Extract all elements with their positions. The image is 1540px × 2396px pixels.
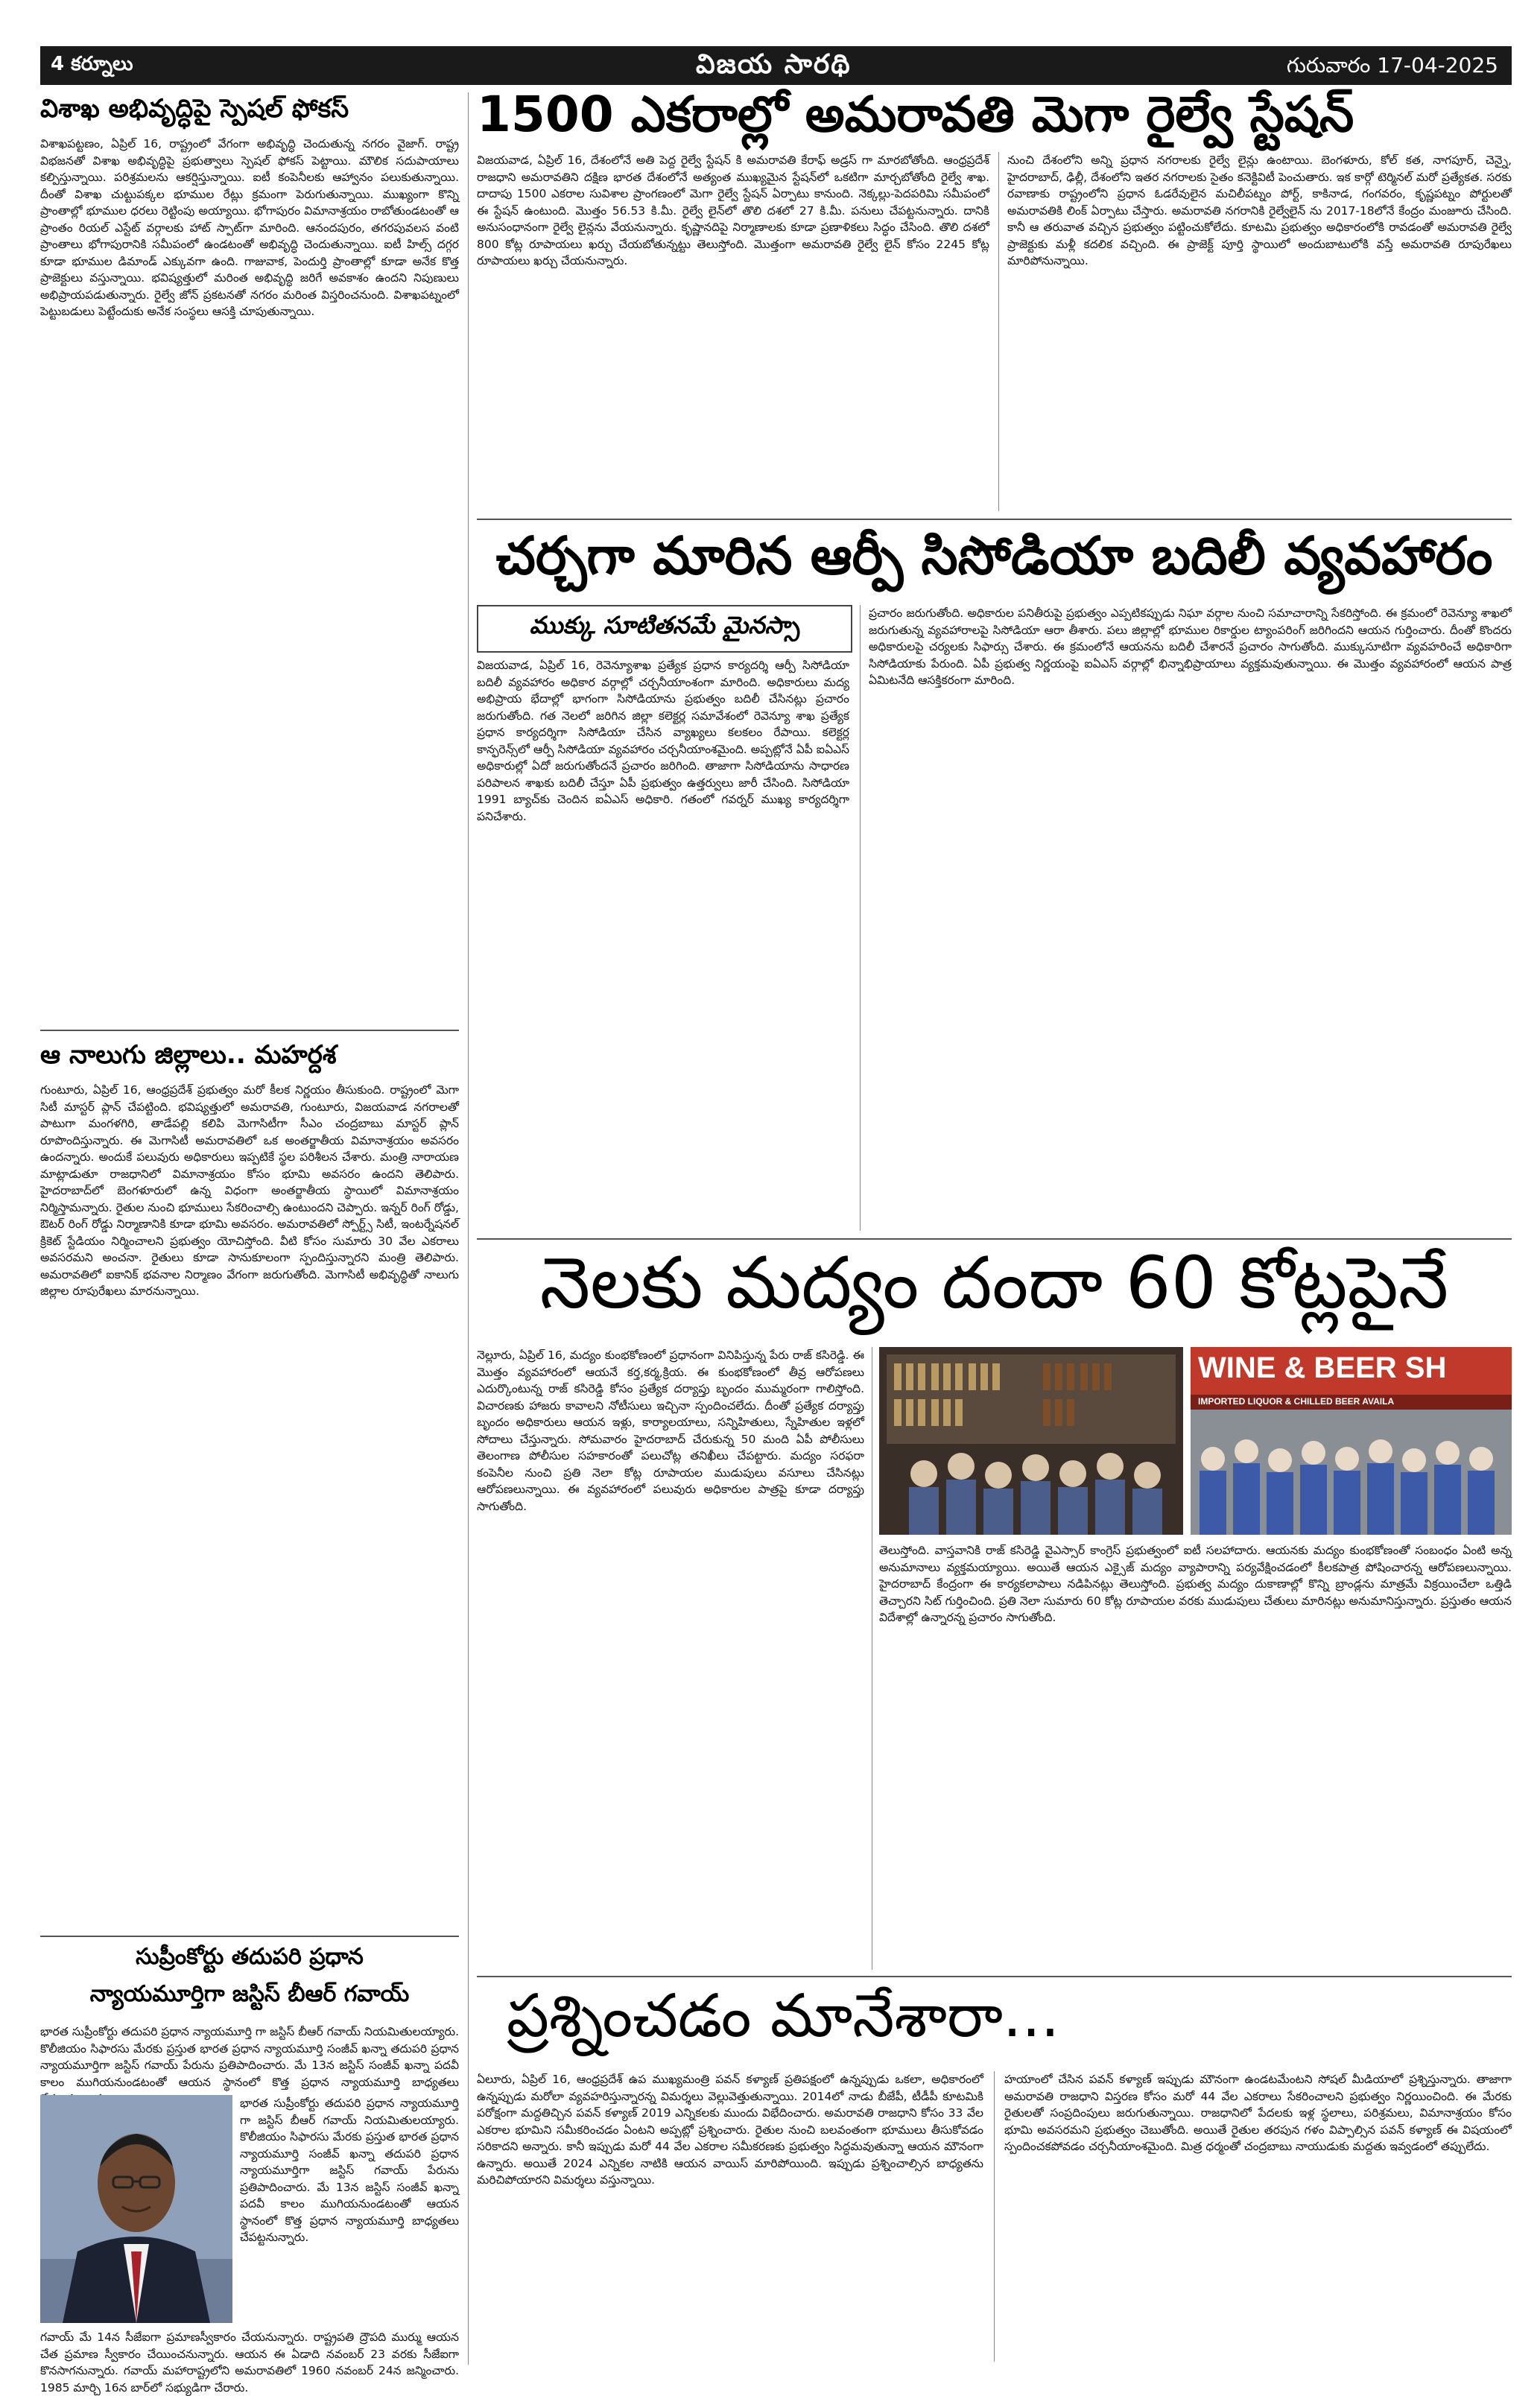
vizag-headline: విశాఖ అభివృద్ధిపై స్పెషల్ ఫోకస్ — [40, 94, 349, 124]
sisodia-body-left: విజయవాడ, ఏప్రిల్ 16, రెవెన్యూశాఖ ప్రత్యేక ప్రధాన కార్యదర్శి ఆర్పీ సిసోడియా బదిలీ వ్యవహారం అధికార వర్గాల్లో చర్చనీయాంశంగా మారింది. అధికారులు మద్య అభిప్రాయ భేదాల్లో భాగంగా సిసోడియాను ప్రభుత్వం బదిలీ చేసినట్లు ప్రచారం జరుగుతోంది. గత నెలలో జరిగిన జిల్లా కలెక్టర్ల సమావేశంలో రెవెన్యూ శాఖ ప్రత్యేక ప్రధాన కార్యదర్శిగా సిసోడియా చేసిన వ్యాఖ్యలు కలకలం రేపాయి. కలెక్టర్ల కాన్ఫరెన్స్‌లో ఆర్పీ సిసోడియా వ్యవహారం చర్చనీయాంశమైంది. అప్పట్లోనే ఏపీ ఐఏఎస్ అధికారుల్లో ఏదో జరుగుతోందనే ప్రచారం జరిగింది. తాజాగా సిసోడియాను సాధారణ పరిపాలన శాఖకు బదిలీ చేస్తూ ఏపీ ప్రభుత్వం ఉత్తర్వులు జారీ చేసింది. సిసోడియా 1991 బ్యాచ్‌కు చెందిన ఐఏఎస్ అధికారి. గతంలో గవర్నర్ ముఖ్య కార్యదర్శిగా పనిచేశారు. — [477, 659, 849, 823]
districts-body: గుంటూరు, ఏప్రిల్ 16, ఆంధ్రప్రదేశ్ ప్రభుత్వం మరో కీలక నిర్ణయం తీసుకుంది. రాష్ట్రంలో మెగా సిటీ మాస్టర్ ప్లాన్ చేపట్టింది. భవిష్యత్తులో అమరావతి, గుంటూరు, విజయవాడ నగరాలతో పాటుగా మంగళగిరి, తాడేపల్లి కలిపి మెగాసిటీగా సీఎం చంద్రబాబు మాస్టర్ ప్లాన్ రూపొందిస్తున్నారు. ఈ మెగాసిటీ అమరావతిలో ఒక అంతర్జాతీయ విమానాశ్రయం అవసరం ఉందన్నారు. అందుకే పలువురు అధికారులు ఇప్పటికే స్థల పరిశీలన చేశారు. మంత్రి నారాయణ మాట్లాడుతూ రాజధానిలో విమానాశ్రయం కోసం భూమి అవసరం ఉందని తెలిపారు. హైదరాబాద్‌లో బెంగళూరులో ఉన్న విధంగా అంతర్జాతీయ స్థాయిలో విమానాశ్రయం నిర్మిస్తామన్నారు. రైతుల నుంచి భూములు సేకరించాల్సి ఉంటుందని చెప్పారు. ఇన్నర్ రింగ్ రోడ్డు, ఔటర్ రింగ్ రోడ్డు నిర్మాణానికి కూడా భూమి అవసరం. అమరావతిలో స్పోర్ట్స్ సిటీ, ఇంటర్నేషనల్ క్రికెట్ స్టేడియం నిర్మించాలని ప్రభుత్వం యోచిస్తోంది. వీటి కోసం సుమారు 30 వేల ఎకరాలు అవసరమని అంచనా. రైతులు కూడా సానుకూలంగా స్పందిస్తున్నారని మంత్రి తెలిపారు. అమరావతిలో ఐకానిక్ భవనాల నిర్మాణం వేగంగా జరుగుతోంది. మెగాసిటీ అభివృద్ధితో నాలుగు జిల్లాల రూపురేఖలు మారనున్నాయి. — [40, 1083, 459, 1298]
divider — [40, 1936, 459, 1937]
sisodia-subhead: ముక్కు సూటితనమే మైనస్సా — [529, 611, 800, 639]
divider — [477, 519, 1512, 520]
sisodia-headline: చర్చగా మారిన ఆర్పీ సిసోడియా బదిలీ వ్యవహారం — [495, 525, 1493, 586]
sisodia-subhead-box — [477, 605, 852, 653]
paper-name: విజయ సారథి — [696, 49, 852, 80]
divider — [477, 1238, 1512, 1240]
column-rule — [468, 92, 469, 2365]
date-line: గురువారం 17-04-2025 — [1286, 53, 1498, 77]
cji-headline-line2: న్యాయమూర్తిగా జస్టిస్ బీఆర్ గవాయ్ — [89, 1981, 410, 2007]
main-body-right: నుంచి దేశంలోని అన్ని ప్రధాన నగరాలకు రైల్వే లైన్లు ఉంటాయి. బెంగళూరు, కోల్ కత, నాగపూర్, చెన్నై, హైదరాబాద్, ఢిల్లీ, దేశంలోని ఇతర నగరాలకు సైతం కనెక్టివిటీ పెంచుతారు. ఇక కార్గో టెర్మినల్ మరో ప్రత్యేకత. సరకు రవాణాకు రాష్ట్రంలోని ప్రధాన ఓడరేవులైన మచిలీపట్నం పోర్ట్, కాకినాడ, గంగవరం, కృష్ణపట్నం పోర్టులతో అమరావతికి లింక్ ఏర్పాటు చేస్తారు. అమరావతి నగరానికి రైల్వేలైన్ ను 2017-18లోనే కేంద్రం మంజూరు చేసింది. కానీ ఆ తరువాత వచ్చిన ప్రభుత్వం పట్టించుకోలేదు. కూటమి ప్రభుత్వం అధికారంలోకి రావడంతో అమరావతి రైల్వే ప్రాజెక్టుకు మళ్లీ కదలిక వచ్చింది. ఈ ప్రాజెక్ట్ పూర్తి స్థాయిలో అందుబాటులోకి వస్తే అమరావతి రూపురేఖలు మారిపోనున్నాయి. — [1007, 153, 1512, 267]
column-rule — [860, 605, 861, 1231]
liquor-headline: నెలకు మద్యం దందా 60 కోట్లపైనే — [539, 1241, 1449, 1325]
pawan-body-right: హయాంలో చేసిన పవన్ కళ్యాణ్ ఇప్పుడు మౌనంగా ఉండటమేంటని సోషల్ మీడియాలో ప్రశ్నిస్తున్నారు. తాజాగా అమరావతి రాజధాని విస్తరణ కోసం మరో 44 వేల ఎకరాలు సేకరించాలని ప్రభుత్వం నిర్ణయించింది. ఈ మేరకు రైతులతో సంప్రదింపులు జరుగుతున్నాయి. రాజధానిలో పేదలకు ఇళ్ల స్థలాలు, పరిశ్రమలు, విమానాశ్రయం కోసం భూమి అవసరమని ప్రభుత్వం చెబుతోంది. అయితే రైతుల తరపున గళం విప్పాల్సిన పవన్ కళ్యాణ్ ఈ విషయంలో స్పందించకపోవడం చర్చనీయాంశమైంది. మిత్ర ధర్మంతో చంద్రబాబు నాయుడుకు మద్దతు ఇవ్వడంలో తప్పులేదు. — [1004, 2073, 1512, 2153]
cji-headline-line1: సుప్రీంకోర్టు తదుపరి ప్రధాన — [136, 1944, 364, 1970]
districts-headline: ఆ నాలుగు జిల్లాలు.. మహర్దశ — [40, 1040, 337, 1070]
liquor-body-right: తెలుస్తోంది. వాస్తవానికి రాజ్ కసిరెడ్డి వైఎస్సార్ కాంగ్రెస్ ప్రభుత్వంలో ఐటీ సలహాదారు. ఆయనకు మద్యం కుంభకోణంతో సంబంధం ఏంటి అన్న అనుమానాలు వ్యక్తమయ్యాయి. అయితే ఆయన ఎక్సైజ్ మద్యం వ్యాపారాన్ని పర్యవేక్షించడంలో కీలకపాత్ర పోషించారన్న ఆరోపణలున్నాయి. హైదరాబాద్ కేంద్రంగా ఈ కార్యకలాపాలు నడిపినట్లు తెలుస్తోంది. ప్రభుత్వ మద్యం దుకాణాల్లో కొన్ని బ్రాండ్లను మాత్రమే విక్రయించేలా ఒత్తిడి తెచ్చారని సిట్ గుర్తించింది. ప్రతి నెలా సుమారు 60 కోట్ల రూపాయల వరకు ముడుపులు చేతులు మారినట్లు అనుమానిస్తున్నారు. ప్రస్తుతం ఆయన విదేశాల్లో ఉన్నారన్న ప్రచారం సాగుతోంది. — [879, 1544, 1512, 1624]
cji-body-bottom: గవాయ్ మే 14న సీజేఐగా ప్రమాణస్వీకారం చేయనున్నారు. రాష్ట్రపతి ద్రౌపది ముర్ము ఆయన చేత ప్రమాణ స్వీకారం చేయించనున్నారు. ఆయన ఈ ఏడాది నవంబర్ 23 వరకు సీజేఐగా కొనసాగనున్నారు. గవాయ్ మహారాష్ట్రలోని అమరావతిలో 1960 నవంబర్ 24న జన్మించారు. 1985 మార్చి 16న బార్‌లో సభ్యుడిగా చేరారు. — [40, 2330, 459, 2395]
wine-shop-sign: WINE & BEER SH — [1198, 1351, 1447, 1384]
pawan-headline: ప్రశ్నించడం మానేశారా... — [507, 1981, 1060, 2050]
wine-shop-photo — [1191, 1347, 1512, 1535]
column-rule — [998, 152, 999, 511]
vizag-body: విశాఖపట్టణం, ఏప్రిల్ 16, రాష్ట్రంలో వేగంగా అభివృద్ధి చెందుతున్న నగరం వైజాగ్. రాష్ట్ర విభజనతో విశాఖ అభివృద్ధిపై ప్రభుత్వాలు స్పెషల్ ఫోకస్ పెట్టాయి. మౌలిక సదుపాయాలు కల్పిస్తున్నాయి. పరిశ్రమలను ఆకర్షిస్తున్నాయి. ఐటీ కంపెనీలకు ఆహ్వానం పలుకుతున్నాయి. దీంతో విశాఖ చుట్టుపక్కల భూముల రేట్లు క్రమంగా పెరుగుతున్నాయి. ముఖ్యంగా కొన్ని ప్రాంతాల్లో భూముల ధరలు రెట్టింపు అయ్యాయి. భోగాపురం విమానాశ్రయం రాబోతుండటంతో ఆ ప్రాంతం రియల్ ఎస్టేట్ వర్గాలకు హాట్ స్పాట్‌గా మారింది. ఆనందపురం, తగరపువలస వంటి ప్రాంతాలు భోగాపురానికి సమీపంలో ఉండటంతో అభివృద్ధి చెందుతున్నాయి. ఐటీ హిల్స్ దగ్గర కూడా భూముల డిమాండ్ ఎక్కువగా ఉంది. గాజువాక, పెందుర్తి ప్రాంతాల్లో కూడా అనేక కొత్త ప్రాజెక్టులు వస్తున్నాయి. భవిష్యత్తులో మరింత అభివృద్ధి జరిగే అవకాశం ఉందని నిపుణులు అభిప్రాయపడుతున్నారు. రైల్వే జోన్ ప్రకటనతో నగరం మరింత విస్తరించనుంది. విశాఖపట్నంలో పెట్టుబడులు పెట్టేందుకు అనేక సంస్థలు ఆసక్తి చూపుతున్నాయి. — [40, 137, 459, 318]
divider — [477, 1976, 1512, 1977]
cji-body-side: భారత సుప్రీంకోర్టు తదుపరి ప్రధాన న్యాయమూర్తి గా జస్టిస్ బీఆర్ గవాయ్ నియమితులయ్యారు. కొలీజియం సిఫారసు మేరకు ప్రస్తుత భారత ప్రధాన న్యాయమూర్తి సంజీవ్ ఖన్నా తదుపరి ప్రధాన న్యాయమూర్తిగా జస్టిస్ గవాయ్ పేరును ప్రతిపాదించారు. మే 13న జస్టిస్ సంజీవ్ ఖన్నా పదవీ కాలం ముగియనుండటంతో ఆయన స్థానంలో కొత్త ప్రధాన న్యాయమూర్తి బాధ్యతలు చేపట్టనున్నారు. — [240, 2096, 459, 2244]
main-body-left: విజయవాడ, ఏప్రిల్ 16, దేశంలోనే అతి పెద్ద రైల్వే స్టేషన్ కి అమరావతి కేరాఫ్ అడ్రస్ గా మారబోతోంది. ఆంధ్రప్రదేశ్ రాజధాని అమరావతిని దక్షిణ భారత దేశంలోనే అత్యంత ముఖ్యమైన స్టేషన్‌లో ఒకటిగా మార్చబోతోంది రైల్వే శాఖ. దాదాపు 1500 ఎకరాల సువిశాల ప్రాంగణంలో మెగా రైల్వే స్టేషన్ ఏర్పాటు కానుంది. నెక్కల్లు-పెదపరిమి సమీపంలో ఈ స్టేషన్ ఉంటుంది. మొత్తం 56.53 కి.మీ. రైల్వే లైన్‌లో తొలి దశలో 27 కి.మీ. పనులు చేపట్టనున్నారు. దానికి అనుసంధానంగా రైల్వే లైన్లను వేయనున్నారు. కృష్ణానదిపై నిర్మాణాలకు కూడా ప్రణాళికలు సిద్ధం చేసింది. తొలి దశలో 800 కోట్ల రూపాయలు ఖర్చు చేయబోతున్నట్టు తెలుస్తోంది. మొత్తంగా అమరావతి రైల్వే లైన్ కోసం 2245 కోట్ల రూపాయలు ఖర్చు చేయనున్నారు. — [477, 153, 989, 267]
divider — [40, 1030, 459, 1031]
cji-body-top: భారత సుప్రీంకోర్టు తదుపరి ప్రధాన న్యాయమూర్తి గా జస్టిస్ బీఆర్ గవాయ్ నియమితులయ్యారు. కొలీజియం సిఫారసు మేరకు ప్రస్తుత భారత ప్రధాన న్యాయమూర్తి సంజీవ్ ఖన్నా తదుపరి ప్రధాన న్యాయమూర్తిగా జస్టిస్ గవాయ్ పేరును ప్రతిపాదించారు. మే 13న జస్టిస్ సంజీవ్ ఖన్నా పదవీ కాలం ముగియనుండటంతో ఆయన స్థానంలో కొత్త ప్రధాన న్యాయమూర్తి బాధ్యతలు — [40, 2025, 459, 2089]
liquor-shop-photo — [879, 1347, 1183, 1535]
page-number: 4 కర్నూలు — [51, 53, 133, 75]
column-rule — [994, 2071, 995, 2362]
masthead-bar — [40, 46, 1512, 85]
liquor-body-left: నెల్లూరు, ఏప్రిల్ 16, మద్యం కుంభకోణంలో ప్రధానంగా వినిపిస్తున్న పేరు రాజ్ కసిరెడ్డి. ఈ మొత్తం వ్యవహారంలో ఆయనే కర్త,కర్మ,క్రియ. ఈ కుంభకోణంలో తీవ్ర ఆరోపణలు ఎదుర్కొంటున్న రాజ్ కసిరెడ్డి కోసం ప్రత్యేక దర్యాప్తు బృందం ముమ్మరంగా గాలిస్తోంది. విచారణకు హాజరు కావాలని నోటీసులు ఇచ్చినా స్పందించలేదు. దీంతో ప్రత్యేక దర్యాప్తు బృందం అధికారులు ఆయన ఇళ్లు, కార్యాలయాలు, సన్నిహితులు, స్నేహితుల ఇళ్లలో సోదాలు చేస్తున్నారు. సోమవారం హైదరాబాద్ చేరుకున్న 50 మంది ఏపీ పోలీసులు తెలంగాణ పోలీసుల సహకారంతో పలుచోట్ల తనిఖీలు చేపట్టారు. మద్యం సరఫరా కంపెనీల నుంచి ప్రతి నెలా కోట్ల రూపాయల ముడుపులు వసూలు చేసినట్లు ఆరోపణలున్నాయి. ఈ వ్యవహారంలో పలువురు అధికారుల పాత్రపై కూడా దర్యాప్తు సాగుతోంది. — [477, 1348, 864, 1513]
wine-shop-subsign: IMPORTED LIQUOR & CHILLED BEER AVAILA — [1198, 1396, 1395, 1407]
pawan-body-left: ఏలూరు, ఏప్రిల్ 16, ఆంధ్రప్రదేశ్ ఉప ముఖ్యమంత్రి పవన్ కళ్యాణ్ ప్రతిపక్షంలో ఉన్నప్పుడు ఒకలా, అధికారంలో ఉన్నప్పుడు మరోలా వ్యవహరిస్తున్నారన్న విమర్శలు వెల్లువెత్తుతున్నాయి. 2014లో నాడు బీజేపీ, టీడీపీ కూటమికి పరోక్షంగా మద్దతిచ్చిన పవన్ కళ్యాణ్ 2019 ఎన్నికలకు ముందు విభేదించారు. అమరావతి రాజధాని కోసం 33 వేల ఎకరాల భూమిని సమీకరించడం ఏంటని అప్పట్లో ప్రశ్నించారు. రైతుల నుంచి బలవంతంగా భూములు తీసుకోవడం సరికాదని అన్నారు. కానీ ఇప్పుడు మరో 44 వేల ఎకరాల సమీకరణకు ప్రభుత్వం సిద్ధమవుతున్నా ఆయన మౌనంగా ఉన్నారు. అయితే 2024 ఎన్నికల నాటికి ఆయన వాయిస్ మారిపోయింది. ఇప్పుడు ప్రశ్నించాల్సిన బాధ్యతను మరిచిపోయారని విమర్శలు వస్తున్నాయి. — [477, 2073, 983, 2187]
sisodia-body-right: ప్రచారం జరుగుతోంది. అధికారుల పనితీరుపై ప్రభుత్వం ఎప్పటికప్పుడు నిఘా వర్గాల నుంచి సమాచారాన్ని సేకరిస్తోంది. ఈ క్రమంలో రెవెన్యూ శాఖలో జరుగుతున్న వ్యవహారాలపై సిసోడియా ఆరా తీశారు. పలు జిల్లాల్లో భూముల రికార్డుల ట్యాంపరింగ్ జరిగిందని ఆయన గుర్తించారు. దీంతో కొందరు అధికారులపై చర్యలకు సిఫార్సు చేశారు. ఈ క్రమంలోనే ఆయనను బదిలీ చేశారనే ప్రచారం సాగుతోంది. ముక్కుసూటిగా వ్యవహరించే అధికారిగా సిసోడియాకు పేరుంది. ఏపీ ప్రభుత్వ నిర్ణయంపై ఐఏఎస్ వర్గాల్లో భిన్నాభిప్రాయాలు వ్యక్తమవుతున్నాయి. ఈ మొత్తం వ్యవహారంలో ఆయన పాత్ర ఏమిటనేది ఆసక్తికరంగా మారింది. — [869, 606, 1512, 687]
cji-photo — [40, 2095, 232, 2323]
main-headline: 1500 ఎకరాల్లో అమరావతి మెగా రైల్వే స్టేషన్ — [477, 86, 1354, 143]
